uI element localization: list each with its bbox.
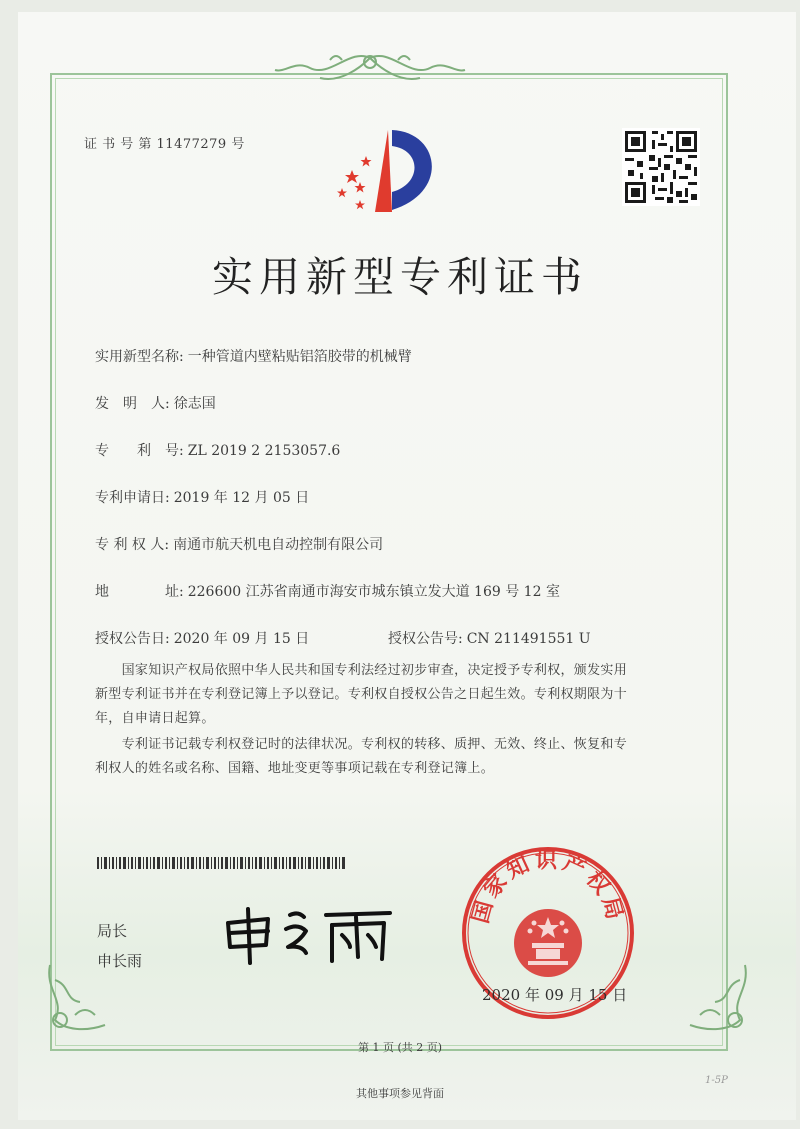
barcode-icon xyxy=(97,857,347,869)
seal-text: 国家知识产权局 xyxy=(468,848,628,927)
inventor-label: 发 明 人: xyxy=(95,396,170,412)
national-emblem-icon xyxy=(514,909,582,977)
statement-line: 新型专利证书并在专利登记簿上予以登记。专利权自授权公告之日起生效。专利权期限为十 xyxy=(95,687,628,702)
patentee-label: 专 利 权 人: xyxy=(95,537,170,553)
patentee-value: 南通市航天机电自动控制有限公司 xyxy=(173,537,384,553)
address-value: 226600 江苏省南通市海安市城东镇立发大道 169 号 12 室 xyxy=(187,584,560,600)
utility-name-label: 实用新型名称: xyxy=(95,349,184,365)
statement-line: 利权人的姓名或名称、国籍、地址变更等事项记载在专利登记簿上。 xyxy=(95,761,495,776)
utility-name-value: 一种管道内壁粘贴铝箔胶带的机械臂 xyxy=(187,349,412,365)
patent-number-value: ZL 2019 2 2153057.6 xyxy=(187,443,341,459)
certificate-title: 实用新型专利证书 xyxy=(212,253,588,301)
certificate-number: 证 书 号 第 11477279 号 xyxy=(84,137,245,152)
footer-note: 其他事项参见背面 xyxy=(356,1087,444,1100)
address-row xyxy=(95,581,560,601)
bottom-left-ornament-icon xyxy=(35,960,135,1040)
grant-number-row xyxy=(388,628,591,648)
statement-line: 年，自申请日起算。 xyxy=(95,711,215,726)
signatory-role: 局长 xyxy=(97,922,128,940)
seal-date: 2020 年 09 月 15 日 xyxy=(482,986,628,1004)
patent-number-label: 专 利 号: xyxy=(95,443,184,459)
qr-code-icon xyxy=(622,128,700,206)
filing-date-label: 专利申请日: xyxy=(95,490,170,506)
statement-line: 专利证书记载专利权登记时的法律状况。专利权的转移、质押、无效、终止、恢复和专 xyxy=(95,737,628,752)
grant-date-label: 授权公告日: xyxy=(95,631,170,647)
grant-number-label: 授权公告号: xyxy=(388,631,463,647)
statement-line: 国家知识产权局依照中华人民共和国专利法经过初步审查，决定授予专利权，颁发实用 xyxy=(95,663,628,678)
inventor-value: 徐志国 xyxy=(173,396,216,412)
pencil-note: 1-5P xyxy=(705,1075,728,1086)
grant-date-value: 2020 年 09 月 15 日 xyxy=(173,631,310,647)
statement-paragraph-1 xyxy=(95,659,695,731)
utility-name-row xyxy=(95,346,412,366)
cnipa-emblem-icon xyxy=(330,122,445,227)
inventor-row xyxy=(95,393,216,413)
statement-paragraph-2 xyxy=(95,733,695,781)
handwritten-signature xyxy=(220,905,400,965)
filing-date-value: 2019 年 12 月 05 日 xyxy=(173,490,310,506)
patent-number-row xyxy=(95,440,340,460)
grant-number-value: CN 211491551 U xyxy=(466,631,591,647)
grant-date-row xyxy=(95,628,309,648)
page-number: 第 1 页 (共 2 页) xyxy=(357,1041,443,1054)
patentee-row xyxy=(95,534,383,554)
top-ornament-icon xyxy=(270,48,470,98)
bottom-right-ornament-icon xyxy=(660,960,760,1040)
filing-date-row xyxy=(95,487,309,507)
signatory-name: 申长雨 xyxy=(97,952,143,970)
address-label: 地 址: xyxy=(95,584,184,600)
